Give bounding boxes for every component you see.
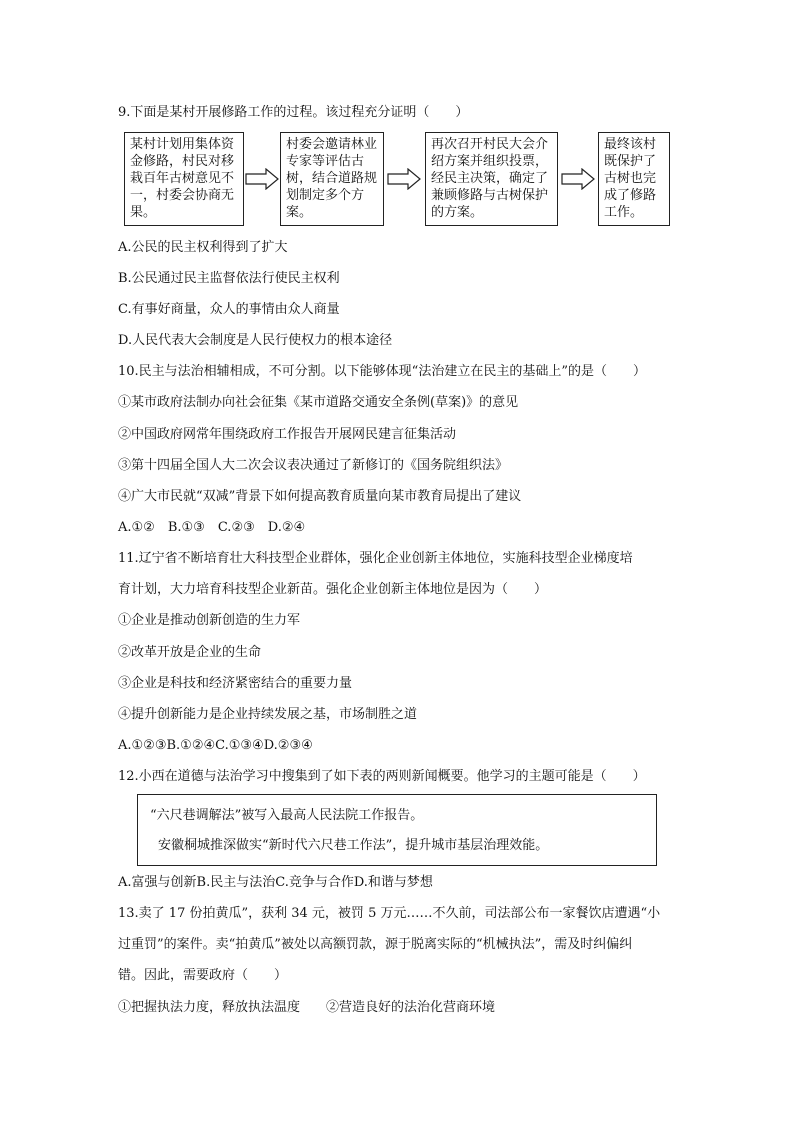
question-13-stem: 13.卖了 17 份拍黄瓜”，获利 34 元，被罚 5 万元……不久前，司法部公布一家餐饮店遭遇“小: [118, 906, 661, 921]
option-c: C.有事好商量，众人的事情由众人商量: [118, 302, 340, 317]
question-11-stem: 11.辽宁省不断培育壮大科技型企业群体，强化企业创新主体地位，实施科技型企业梯度培: [118, 551, 633, 566]
flow-arrow-icon: [387, 168, 421, 190]
question-11-stem-cont: 育计划，大力培育科技型企业新苗。强化企业创新主体地位是因为（ ）: [118, 582, 548, 597]
question-10-stem: 10.民主与法治相辅相成，不可分割。以下能够体现“法治建立在民主的基础上”的是（ ）: [118, 364, 646, 379]
flow-arrow-icon: [245, 168, 279, 190]
answer-options: A.①② B.①③ C.②③ D.②④: [118, 520, 306, 535]
statement-2: ②中国政府网常年围绕政府工作报告开展网民建言征集活动: [118, 427, 457, 442]
question-13-stem-cont: 过重罚”的案件。卖“拍黄瓜”被处以高额罚款，源于脱离实际的“机械执法”，需及时纠偏纠: [118, 937, 633, 952]
statement-3: ③第十四届全国人大二次会议表决通过了新修订的《国务院组织法》: [118, 458, 509, 473]
statement-4: ④提升创新能力是企业持续发展之基，市场制胜之道: [118, 707, 418, 722]
statements: ①把握执法力度，释放执法温度 ②营造良好的法治化营商环境: [118, 1000, 496, 1015]
statement-1: ①某市政府法制办向社会征集《某市道路交通安全条例(草案)》的意见: [118, 395, 519, 410]
flow-step-1: 某村计划用集体资金修路，村民对移栽百年古树意见不一，村委会协商无果。: [124, 132, 244, 226]
option-a: A.公民的民主权利得到了扩大: [118, 240, 288, 255]
answer-options: A.①②③B.①②④C.①③④D.②③④: [118, 738, 313, 753]
news-item-1: “六尺巷调解法”被写入最高人民法院工作报告。: [150, 808, 424, 823]
statement-2: ②改革开放是企业的生命: [118, 645, 262, 660]
option-d: D.人民代表大会制度是人民行使权力的根本途径: [118, 333, 393, 348]
flow-step-4: 最终该村既保护了古树也完成了修路工作。: [598, 132, 670, 226]
flow-step-3: 再次召开村民大会介绍方案并组织投票，经民主决策，确定了兼顾修路与古树保护的方案。: [425, 132, 558, 226]
answer-options: A.富强与创新B.民主与法治C.竞争与合作D.和谐与梦想: [118, 875, 433, 890]
news-item-2: 安徽桐城推深做实“新时代六尺巷工作法”，提升城市基层治理效能。: [158, 838, 549, 853]
statement-3: ③企业是科技和经济紧密结合的重要力量: [118, 676, 353, 691]
question-12-stem: 12.小西在道德与法治学习中搜集到了如下表的两则新闻概要。他学习的主题可能是（ ）: [118, 769, 646, 784]
question-13-stem-cont: 错。因此，需要政府（ ）: [118, 968, 288, 983]
news-box: [137, 794, 657, 866]
statement-4: ④广大市民就“双减”背景下如何提高教育质量向某市教育局提出了建议: [118, 489, 522, 504]
question-9-stem: 9.下面是某村开展修路工作的过程。该过程充分证明（ ）: [118, 105, 469, 120]
statement-1: ①企业是推动创新创造的生力军: [118, 613, 301, 628]
flow-arrow-icon: [561, 168, 595, 190]
flow-step-2: 村委会邀请林业专家等评估古树，结合道路规划制定多个方案。: [280, 132, 384, 226]
option-b: B.公民通过民主监督依法行使民主权利: [118, 271, 340, 286]
